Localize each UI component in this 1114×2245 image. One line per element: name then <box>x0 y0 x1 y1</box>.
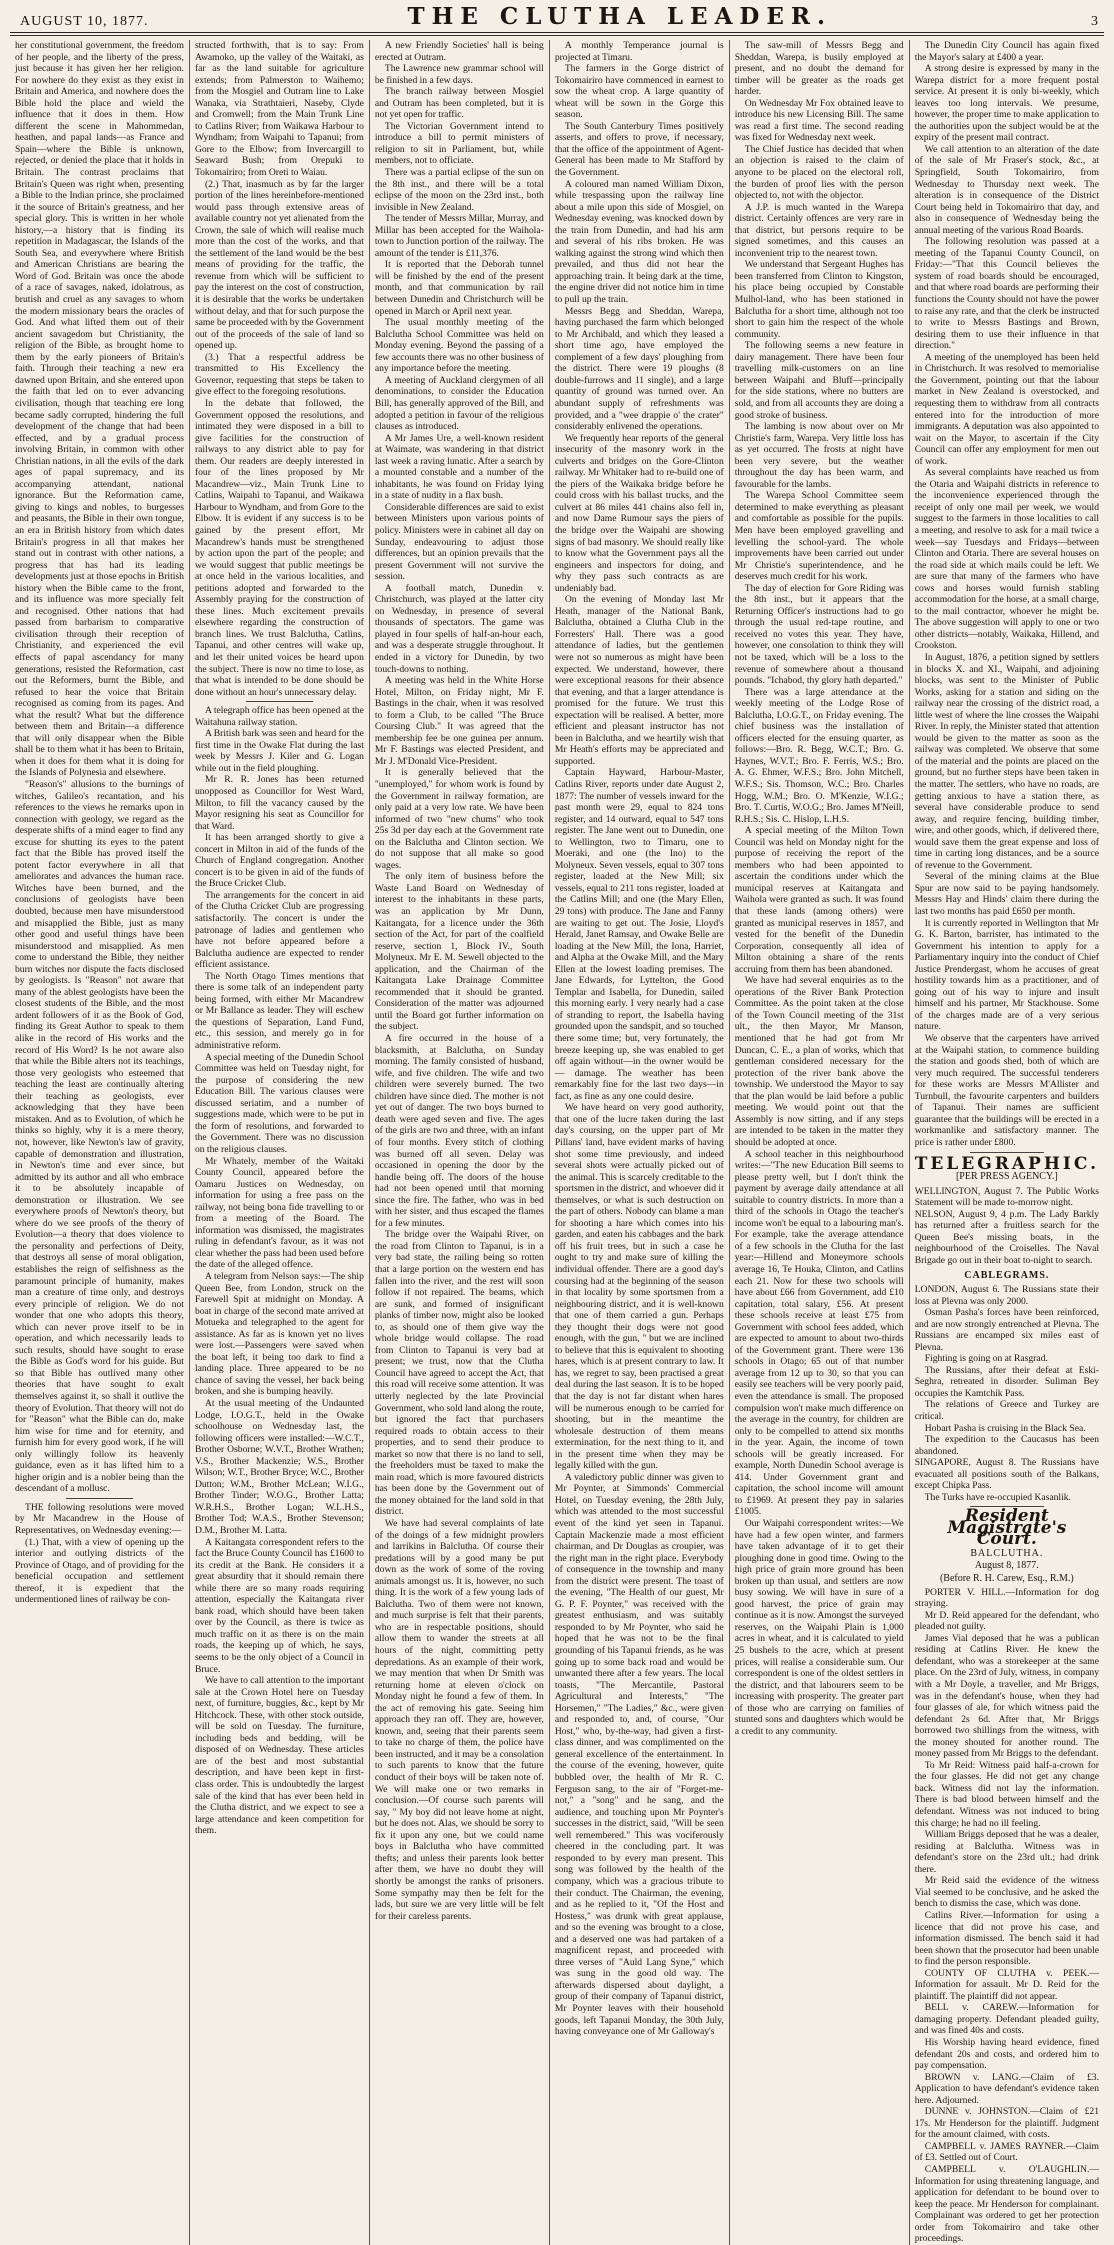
news-item: Mr Whately, member of the Waitaki County Council, appeared before the Oamaru Justices on Wednesday, on information for using a free pass on the railway, not being bona fide travelling to or from a meeting of the Board. The information was dismissed, the magistrates ruling in defendant's favour, as it was not clear whether the pass had been used before the date of the alleged offence. <box>194 1155 364 1271</box>
news-item: It is currently reported in Wellington that Mr G. K. Barton, barrister, has intimated to the Government his intention to apply for a Parliamentary inquiry into the conduct of Chief Justice Prendergast, whom he accuses of great hostility towards him as a practitioner, and of going out of his way to injure and insult himself and his partner, Mr Stackhouse. Some of the charges made are of a very serious nature. <box>914 917 1099 1033</box>
news-item: On the evening of Monday last Mr Heath, manager of the National Bank, Balclutha, obtained a Clutha Club in the Forresters' Hall. There was a good attendance of ladies, but the gentlemen were not so numerous as might have been expected. We understand, however, there were exceptional reasons for their absence that evening, and that a larger attendance is promised for the future. We trust this expectation will be realised. A better, more efficient and pleasant instructor has not been in Balclutha, and we heartily wish that Mr Heath's efforts may be appreciated and supported. <box>554 594 724 767</box>
column-5 <box>730 40 910 2245</box>
news-item: A new Friendly Societies' hall is being erected at Outram. <box>374 40 544 63</box>
news-item: We call attention to an alteration of the date of the sale of Mr Fraser's stock, &c., at Springfield, South Tokomairiro, from Wednesday to Thursday next week. The alteration is in consequence of the District Court being held in Tokomairiro that day, and also in consequence of Wednesday being the annual meeting of the various Road Boards. <box>914 143 1099 236</box>
article-paragraph: In the debate that followed, the Government opposed the resolutions, and intimated they were disposed in a bill to give facilities for the construction of railways to any district able to pay for them. Our readers are deeply interested in four of the lines proposed by Mr Macandrew—viz., Main Trunk Line to Catlins, Waipahi to Tapanui, and Waikawa Harbour to Wyndham, and from Gore to the Elbow. It is evident if any success is to be gained by the present effort, Mr Macandrew's hands must be strengthened by action upon the part of the people; and we would suggest that public meetings be at once held in the various localities, and petitions adopted and forwarded to the Assembly praying for the construction of these lines. Much excitement prevails elsewhere regarding the construction of branch lines. We trust Balclutha, Catlins, Tapanui, and other centres will wake up, and let their united voices be heard upon the subject. There is now no time to lose, as that what is intended to be done should be done without an hour's unnecessary delay. <box>194 397 364 698</box>
news-item: The branch railway between Mosgiel and Outram has been completed, but it is not yet open for traffic. <box>374 86 544 121</box>
news-item: There was a large attendance at the weekly meeting of the Lodge Rose of Balclutha, I.O.G.T., on Friday evening. The chief business was the installation of officers elected for the ensuing quarter, as follows:—Bro. R. Begg, W.C.T.; Bro. G. Haynes, W.V.T.; Bro. F. Ferris, W.S.; Bro. A. G. Ehmer, W.F.S.; Bro. John Mitchell, W.F.S.; Sis. Thomson, W.C.; Bro. Charles Hogg, W.M.; Bro. O. M'Kenzie, W.I.G.; Bro. T. Curtis, W.O.G.; Bro. James M'Neill, R.H.S.; Sis. C. Hislop, L.H.S. <box>734 686 904 825</box>
news-item: A meeting of the unemployed has been held in Christchurch. It was resolved to memorialise the Government, pointing out that the labour market in New Zealand is overstocked, and requesting them to withdraw from all contracts entered into for the introduction of more immigrants. A deputation was also appointed to wait on the Mayor, to ascertain if the City Council can offer any employment for men out of work. <box>914 351 1099 467</box>
news-item: A school teacher in this neighbourhood writes:—"The new Education Bill seems to please pretty well, but I don't think the payment by average daily attendance at all suitable to country districts. In more than a third of the schools in Otago the teacher's income won't be equal to a labouring man's. For example, take the average attendance of a few schools in the Clutha for the last year:—Hillend and Moneymore schools average 16, Te Houka, Clinton, and Catlins each 21. Now for these two schools will have about £66 from Government, add £10 capitation, total salary, £56. At present these schools receive at least £75 from Government with school fees added, which are expected to amount to about two-thirds of the Government grant. There were 136 schools in Otago; 65 out of that number average from 12 up to 30, so that you can easily see teachers will be very poorly paid, even the attendance is small. The proposed compulsion won't make much difference on the average in the country, for children are only to be compelled to attend six months in the year. Again, the income of town schools will be greatly increased. For example, North Dunedin School average is 414. Under Government grant and capitation, the school income will amount to £1969. At present they pay in salaries £1005. <box>734 1148 904 1518</box>
column-4 <box>550 40 730 2245</box>
news-item: It has been arranged shortly to give a concert in Milton in aid of the funds of the Church of England congregation. Another concert is to be given in aid of the funds of the Bruce Cricket Club. <box>194 832 364 890</box>
court-date: August 8, 1877. <box>974 1559 1039 1571</box>
news-item: A meeting was held in the White Horse Hotel, Milton, on Friday night, Mr F. Bastings in the chair, when it was resolved to form a Club, to be called "The Bruce Coursing Club." It was agreed that the membership fee be one guinea per annum. Mr F. Bastings was elected President, and Mr J. M'Donald Vice-President. <box>374 675 544 767</box>
cablegram-item: LONDON, August 6. The Russians state their loss at Plevna was only 2000. <box>914 1283 1099 1307</box>
news-item: We observe that the carpenters have arrived at the Waipahi station, to commence building the station and goods shed, both of which are very much required. The successful tenderers for these works are Messrs M'Allister and Turnbull, the favourite carpenters and builders of Tapanui. Their names are sufficient guarantee that the buildings will be erected in a workmanlike and satisfactory manner. The price is rather under £800. <box>914 1033 1099 1148</box>
cablegram-item: The Turks have re-occupied Kasanlik. <box>924 1491 1071 1503</box>
news-item: The arrangements for the concert in aid of the Clutha Cricket Club are progressing satisfactorily. The concert is under the patronage of ladies and gentlemen who have not before appeared before a Balclutha audience are expected to render efficient assistance. <box>194 889 364 971</box>
cablegram-item: The relations of Greece and Turkey are critical. <box>914 1399 1099 1422</box>
news-item: A strong desire is expressed by many in the Warepa district for a more frequent postal service. At present it is only bi-weekly, which leaves too long intervals. We presume, however, the proper time to make application to the authorities upon the subject would be at the expiry of the present mail contract. <box>914 63 1099 144</box>
cablegram-item: The expedition to the Caucasus has been abandoned. <box>914 1434 1099 1457</box>
news-item: The day of election for Gore Riding was the 8th inst., but it appears that the Returning Officer's instructions had to go through the usual red-tape routine, and received no votes this year. They have, however, one consolation to think they will not be taxed, which will be a loss to the revenue of somewhere about a thousand pounds. "Ichabod, thy glory hath departed." <box>734 582 904 687</box>
cablegram-item: Fighting is going on at Rasgrad. <box>924 1353 1048 1365</box>
news-item: We have to call attention to the important sale at the Crown Hotel here on Tuesday next, of furniture, buggies, &c., kept by Mr Hitchcock. These, with other stock outside, will be sold on Tuesday. The furniture, including beds and bedding, will be disposed of on Wednesday. These articles are of the best and most substantial description, and have been kept in first-class order. This is undoubtedly the largest sale of the kind that has ever been held in the Clutha district, and we expect to see a large attendance and keen competition for them. <box>194 1675 364 1837</box>
column-6 <box>910 40 1104 2245</box>
masthead-rule <box>10 35 1104 36</box>
news-item: The Dunedin City Council has again fixed the Mayor's salary at £400 a year. <box>914 40 1099 63</box>
news-item: Our Waipahi correspondent writes:—We have had a few open winter, and farmers have taken advantage of it to get their ploughing done in good time. Owing to the high price of grain more ground has been broken up than usual, and settlers are now busy sowing. We will have in sure of a good harvest, the price of grain may continue as it is now. Amongst the surveyed reserves, on the Waipahi Plain is 1,000 acres in wheat, and it is calculated to yield 25 bushels to the acre, which at present prices, will realise a considerable sum. Our correspondent is one of the oldest settlers in the district, and that labourers seem to be increasing with prosperity. The greater part of those who are carrying on families of stunted sons and daughters which would be a credit to any community. <box>734 1518 904 1737</box>
court-item: Mr Reid said the evidence of the witness Vial seemed to be conclusive, and he asked the bench to dismiss the case, which was done. <box>914 1875 1099 1910</box>
news-item: The Lawrence new grammar school will be finished in a few days. <box>374 63 544 86</box>
news-item: Captain Hayward, Harbour-Master, Catlins River, reports under date August 2, 1877: The number of vessels inward for the past month were 29, equal to 824 tons register, and 14 outward, equal to 547 tons register. The Jane went out to Dunedin, one to Wellington, two to Timaru, one to Moeraki, and one (the Ino) to the Molyneux. Seven vessels, equal to 307 tons register, loaded at the New Mill; six vessels, equal to 211 tons register, loaded at the Catlins Mill; and one (the Mary Ellen, 29 tons) with produce. The Jane and Fanny are waiting to get out. The Josie, Lloyd's Herald, Janet Ramsay, and Owake Belle are loading at the New Mill, the Iona, Harriet, and Alpha at the Owake Mill, and the Mary Ellen at the lowest loading premises. The Jane Edwards, for Lyttelton, the Good Templar and Isabella, for Dunedin, sailed this morning early. I very nearly had a case of stranding to report, the Isabella having grounded upon the sandspit, and so touched there some time; but, very fortunately, the breeze keeping up, she was enabled to get off again without—in the owner would be — damage. The weather has been remarkably fine for the last two days—in fact, as fine as any one could desire. <box>554 767 724 1102</box>
news-item: The Victorian Government intend to introduce a bill to permit ministers of religion to sit in Parliament, but, while members, not to officiate. <box>374 120 544 167</box>
masthead <box>10 3 1104 33</box>
news-item: The only item of business before the Waste Land Board on Wednesday of interest to the inhabitants in these parts, was an application by Mr Dunn, Kaitangata, for a licence under the 36th section of the Act, for part of the coalfield reserve, section 1, Block IV., South Molyneux. Mr E. M. Sewell objected to the application, and the Chairman of the Kaitangata Lake Drainage Committee recommended that it should be granted. Consideration of the matter was adjourned until the Board got further information on the subject. <box>374 871 544 1033</box>
cablegram-item: The Russians, after their defeat at Eski-Seghra, retreated in disorder. Suliman Bey occupies the Kamtchik Pass. <box>914 1364 1099 1399</box>
column-divider <box>246 701 314 702</box>
column-3 <box>370 40 550 2245</box>
article-paragraph: (2.) That, inasmuch as by far the larger portion of the lines hereinbefore-mentioned would pass through extensive areas of available country not yet alienated from the Crown, the sale of which will realise much more than the cost of the works, and that the settlement of the land would be the best means of providing for the traffic, the revenue from which will be sufficient to pay the interest on the cost of construction, it is desirable that the works be undertaken without delay, and that for such purpose the same be proceeded with by the Government out of the proceeds of the sale of land so opened up. <box>194 178 364 352</box>
news-item: The North Otago Times mentions that there is some talk of an independent party being formed, with either Mr Macandrew or Mr Ballance as leader. They will eschew the questions of Separation, Land Fund, etc., this session, and merely go in for administrative reform. <box>194 970 364 1052</box>
news-item: The farmers in the Gorge district of Tokomairiro have commenced in earnest to sow the wheat crop. A large quantity of wheat will be sown in the Gorge this season. <box>554 63 724 121</box>
telegram-item: NELSON, August 9, 4 p.m. The Lady Barkly has returned after a fruitless search for the Queen Bee's missing boats, in the neighbourhood of the Croiselles. The Naval Brigade go out in their boat to-night to search. <box>914 1208 1099 1266</box>
news-item: The following resolution was passed at a meeting of the Tapanui County Council, on Friday:—"That this Council believes the system of road boards should be encouraged, and that where road boards are performing their functions the County should not have the power to raise any rate, and that the clerk be instructed to write to Messrs Bastings and Brown, desiring them to use their influence in that direction." <box>914 236 1099 352</box>
newspaper-title: THE CLUTHA LEADER. <box>407 3 833 30</box>
news-item: A monthly Temperance journal is projected at Timaru. <box>554 40 724 63</box>
court-item: CAMPBELL v. O'LAUGHLIN.—Information for using threatening language, and application for defendant to be bound over to keep the peace. Mr Henderson for complainant. Complainant was ordered to get her protection order from Tokomairiro and take other proceedings. <box>914 2163 1099 2245</box>
court-item: To Mr Reid: Witness paid half-a-crown for the four glasses. He did not get any change back. Witness did not lay the information. There is bad blood between himself and the defendant. Witness was not induced to bring this charge; he had no ill feeling. <box>914 1759 1099 1829</box>
news-item: A fire occurred in the house of a blacksmith, at Balclutha, on Sunday morning. The family consisted of husband, wife, and five children. The wife and two children were severely burned. The two children have since died. The mother is not yet out of danger. The two boys burned to death were aged seven and five. The ages of the girls are two and three, with an infant of four months. Every stitch of clothing was burned off all seven. Delay was occasioned in opening the door by the handle being off. The doors of the house had not been opened until that morning since the fire. The father, who was in bed with her sister, and thus escaped the flames for a few minutes. <box>374 1033 544 1229</box>
news-item: The Chief Justice has decided that when an objection is raised to the claim of anyone to be placed on the electoral roll, the burden of proof lies with the person objected to, not with the objector. <box>734 143 904 202</box>
court-item: Catlins River.—Information for using a licence that did not prove his case, and information dismissed. The bench said it had been shown that the prosecutor had been unable to find the person responsible. <box>914 1909 1099 1968</box>
article-paragraph: her constitutional government, the freedom of her people, and the liberty of the press, just because it has given her her religion. For nowhere do they exist as they exist in Britain and America, and nowhere does the Bible hold the place and wield the influence that it does in them. How different the scene in Mahommedan, heathen, and papal lands—as France and Spain—where the Bible is unknown, rejected, or denied the place that it holds in Britain. The contrast proclaims that Britain's Queen was right when, presenting a Bible to the Indian prince, she proclaimed it the source of Britain's greatness, and her special glory. This is written in her whole history,—a history that is finding its repetition in Madagascar, the Islands of the South Sea, and everywhere where British and American Christians are bearing the Word of God. Britain was once the abode of a race of savages, naked, idolatrous, as brutish and cruel as any savages to whom the modern missionary bears the oracles of God. And what lifted them out of their ancient savagedom but Christianity, the religion of the Bible, as brought home to them by the early pioneers of Britain's faith. Through their teaching a new era dawned upon Britain, and she entered upon the faith that led on to ever advancing civilisation, though that teaching ere long became sadly corrupted, hindering the full development of the change that had been effected, and by a gradual process involving Britain, in common with other Christian nations, in all the evils of the dark ages of papal supremacy, and its accompanying attendant, national ignorance. But the Reformation came, giving to kings and nobles, to burgesses and peasants, the Bible in their own tongue, an era in British history from which dates Britain's progress in all that makes her stand out in contrast with other nations, a progress that has had its leading developments just at those epochs in British history when the Bible came to the front, and its influence was more specially felt and recognised. Other nations that had passed from barbarism to comparative civilisation through their reception of Christianity, and experienced the evil effects of papal ascendancy for many generations, resisted the Reformation, cast out the Reformers, burnt the Bible, and refused to hear the voice that Britain recognised as coming from its pages. And what the result? What but the difference between them and Britain—a difference that will only disappear when the Bible shall be to them what it has been to Britain, when it does for them what it is doing for the Islands of Polynesia and elsewhere. <box>15 40 184 779</box>
news-item: The following seems a new feature in dairy management. There have been four travelling milk-customers on an line between Waipahi and Bluff—principally for the side stations, where no butters are sold, and from all accounts they are doing a good stroke of business. <box>734 340 904 421</box>
news-item: A British bark was seen and heard for the first time in the Owake Flat during the last week by Messrs J. Kiler and G. Logan while out in the field ploughing. <box>194 728 364 774</box>
article-paragraph: (3.) That a respectful address be transmitted to His Excellency the Governor, requesting that steps be taken to give effect to the foregoing resolutions. <box>194 351 364 398</box>
news-item: Considerable differences are said to exist between Ministers upon various points of policy. Ministers were in cabinet all day on Sunday, endeavouring to adjust those differences, but an opinion prevails that the present Government will not survive the session. <box>374 501 544 583</box>
telegraphic-heading: TELEGRAPHIC. <box>914 1153 1099 1174</box>
news-item: It is reported that the Deborah tunnel will be finished by the end of the present month, and that communication by rail between Dunedin and Christchurch will be opened in March or April next year. <box>374 259 544 317</box>
issue-date: AUGUST 10, 1877. <box>20 14 149 29</box>
cablegram-item: Osman Pasha's forces have been reinforced, and are now strongly entrenched at Plevna. The Russians are encamped six miles east of Plevna. <box>914 1307 1099 1353</box>
news-item: We understand that Sergeant Hughes has been transferred from Clinton to Kingston, his place being occupied by Constable Mulhol-land, who has been stationed in Balclutha for a short time, although not too short to gain him the respect of the whole community. <box>734 259 904 340</box>
court-item: DUNNE v. JOHNSTON.—Claim of £21 17s. Mr Henderson for the plaintiff. Judgment for the amount claimed, with costs. <box>914 2106 1099 2141</box>
cablegram-item: Hobart Pasha is cruising in the Black Sea. <box>924 1422 1086 1434</box>
column-2 <box>190 40 370 2245</box>
court-item: His Worship having heard evidence, fined defendant 20s and costs, and ordered him to pay compensation. <box>914 2036 1099 2072</box>
cablegrams-heading: CABLEGRAMS. <box>964 1270 1050 1282</box>
news-item: On Wednesday Mr Fox obtained leave to introduce his new Licensing Bill. The same was read a first time. The second reading was fixed for Wednesday next week. <box>734 97 904 144</box>
news-item: We frequently hear reports of the general insecurity of the masonry work in the culverts and bridges on the Gore-Clinton railway. Mr Whitaker had to re-build one of the piers of the Waikaka bridge before he could cross with his ballast trucks, and the culvert at 86 miles 441 chains also fell in, and now Dame Rumour says the piers of the bridge over the Waipahi are showing signs of bad masonry. We should really like to know what the Government pays all the engineers and inspectors for doing, and why they pass such contracts as are undeniably bad. <box>554 432 724 594</box>
article-paragraph: (1.) That, with a view of opening up the interior and outlying districts of the Province of Otago, and of providing for the beneficial occupation and settlement thereof, it is expedient that the undermentioned lines of railway be con- <box>15 1536 184 1606</box>
section-divider <box>970 1152 1044 1153</box>
news-item: The saw-mill of Messrs Begg and Sheddan, Warepa, is busily employed at present, and no doubt the demand for timber will be greater as the roads get harder. <box>734 40 904 98</box>
column-1 <box>10 40 190 2245</box>
article-paragraph: "Reason's" allusions to the burnings of witches, Galileo's recantation, and his references to the views he remarks upon in connection with geology, we regard as the desperate shifts of a mind eager to find any excuse for shutting its eyes to the patent fact that the Bible has proved itself the potent factor everywhere in all that ameliorates and advances the human race. Witches have been burned, and the conclusions of geologists have been doubted, because men have misunderstood and misapplied the Bible, just as many other good and useful things have been misunderstood and misapplied. As men come to understand the Bible, they neither burn witches nor dispute the facts disclosed by geologists. Is "Reason" not aware that many of the ablest geologists have been the closest students of the Bible, and the most ardent followers of it as the Book of God, finding its Great Author to speak to them alike in the record of His works and the record of His Word? Is he not aware also that while the Bible alters not its teachings, those very geologists who esteemed that teaching the least are continually altering their teaching as geologists, ever acknowledging that they have been mistaken. And as to Evolution, of which he thinks so highly, why it is a mere theory, not, however, like Newton's law of gravity, capable of demonstration and illustration, in Newton's time and ever since, but admitted by its author and all who embrace it to be absolutely incapable of demonstration or illustration. We see everywhere proofs of Newton's theory, but where do we see proofs of the theory of Evolution—a theory that does violence to the personality and perfections of Deity, that destroys all sense of moral obligation, establishes the reign of selfishness as the paramount principle of humanity, makes man a creature of time only, and destroys every principle of religion. We do not wonder that one who adopts this theory, which can never prove itself to be in operation, and which necessarily leads to such results, should have sought to erase the Bible as God's word for his guide. But so that Bible has outlived many other theories that have sought to exalt themselves against it, so shall it outlive the theory of Evolution. That theory will not do for "Reason" what the Bible can do, make him wise for time and for eternity, and furnish him for every good work, if he will only willingly follow its heavenly guidance, even as it has lifted him to a higher origin and is a nobler being than the descendant of a mollusc. <box>15 779 184 1495</box>
court-bench: (Before R. H. Carew, Esq., R.M.) <box>939 1573 1074 1585</box>
court-item: BELL v. CAREW.—Information for damaging property. Defendant pleaded guilty, and was fined 40s and costs. <box>914 2002 1099 2037</box>
news-item: The South Canterbury Times positively asserts, and offers to prove, if necessary, that the office of the appointment of Agent-General has been made to Mr Stafford by the Government. <box>554 120 724 179</box>
news-item: A coloured man named William Dixon, while trespassing upon the railway line about a mile upon this side of Mosgiel, on Wednesday evening, was knocked down by the train from Dunedin, and had his arm and several of his ribs broken. He was walking against the strong wind which then prevailed, and thus did not hear the approaching train. It being dark at the time, the engine driver did not notice him in time to pull up the train. <box>554 178 724 306</box>
news-item: The lambing is now about over on Mr Christie's farm, Warepa. Very little loss has as yet occurred. The frosts at night have been very severe, but the weather throughout the day has been warm, and favourable for the lambs. <box>734 421 904 490</box>
court-item: COUNTY OF CLUTHA v. PEEK.—Information for assault. Mr D. Reid for the plaintiff. The plaintiff did not appear. <box>914 1967 1099 2002</box>
court-heading: Resident Magistrate's Court. <box>947 1506 1067 1550</box>
column-grid <box>10 40 1104 2245</box>
court-item: James Vial deposed that he was a publican residing at Catlins River. He knew the defendant, who was a storekeeper at the same place. On the 23rd of July, witness, in company with a Mr Doyle, a traveller, and Mr Briggs, was in the defendant's house, when they had four glasses of ale, for which witness paid the defendant 2s 6d. After that, Mr Briggs borrowed two shillings from the witness, with the money shouted for another round. The money passed from Mr Briggs to the defendant. <box>914 1632 1099 1760</box>
news-item: A meeting of Auckland clergymen of all denominations, to consider the Education Bill, has generally approved of the Bill, and adopted a petition in favour of the religious clauses as introduced. <box>374 374 544 433</box>
article-paragraph: structed forthwith, that is to say: From Awamoko, up the valley of the Waitaki, as far as the land suitable for agriculture extends; from Palmerston to Waihemo; from the Mosgiel and Outram line to Lake Wanaka, via Strathtaieri, Naseby, Clyde and Cromwell; from the Main Trunk Line to Catlins River; from Waikawa Harbour to Wyndham; from Waipahi to Tapanui; from Gore to the Elbow; from Invercargill to Seaward Bush; from Orepuki to Tokomairiro; from Oreti to Waiau. <box>194 40 364 179</box>
news-item: We have heard on very good authority, that one of the lucre taken during the last day's coursing, on the upper part of Mr Pillans' land, have evident marks of having shot some time previously, and indeed several shots were actually picked out of the animal. This is scarcely creditable to the sportsmen in the district, and whoever did it themselves, or what is such destruction on the part of others. Nobody can blame a man for shooting a hare which comes into his garden, and eaten his cabbages and the bark off his fruit trees, but in such a case he ought to try and make sure of killing the individual offender. There are a good day's coursing had at the beginning of the season in that locality by some sportsmen from a neighbouring district, and it is well-known that one of them carried a gun. Perhaps they thought their dogs were not good enough, with the gun, " but we are inclined to believe that this is equivalent to shooting hares, which is at present contrary to law. It has, we regret to say, been practised a great deal during the last season. It is to be hoped that the day is not far distant when hares will be numerous enough to be carried for shooting, but in the meantime the wholesale destruction of them means extermination, for the next thing to it, and in the present time when they may be legally killed with the gun. <box>554 1102 724 1472</box>
news-item: We have had several complaints of late of the doings of a few midnight prowlers and larrikins in Balclutha. Of course their predations will by a good many be put down as the work of some of the roving animals amongst us. It is, however, no such thing. It is the work of a few young lads of Balclutha. Two of them were not known, and much surprise is felt that their parents, who are in respectable positions, should allow them to wander the streets at all hours of the night, committing petty depredations. As an example of their work, we may mention that when Dr Smith was returning home at eleven o'clock on Monday night he found a few of them. In the act of removing his gate. Seeing him approach they ran off. They are, however, known, and, seeing that their parents seem to take no charge of them, the police have been instructed, and it may be a consolation to such parents to know that the future conduct of their boys will be taken note of. We will make one or two remarks in conclusion.—Of course such parents will say, " My boy did not leave home at night, but he does not. Alas, we should be sorry to fix it upon any one, but we could name boys in Balclutha who have committed thefts; and unless their parents look better after them, we have no doubt they will shortly be amongst the ranks of prisoners. Some sympathy may then be felt for the lads, but sure we are very little will be felt for their careless parents. <box>374 1518 544 1922</box>
press-agency-label: [PER PRESS AGENCY.] <box>955 1171 1058 1183</box>
news-item: As several complaints have reached us from the Otaria and Waipahi districts in reference to the inconvenience experienced through the receipt of only one mail per week, we would suggest to the farmers in those localities to call a meeting, and resolve to ask for a mail twice a week—say Tuesdays and Fridays—between Clinton and Otaria. There are several houses on the road side at which mails could be left. We are sure that many of the farmers who have cows and horses would furnish stabling accommodation for the horse, at a small charge, to the mail contractor, whoever he might be. The above suggestion will apply to one or two other districts—notably, Waikaka, Hillend, and Crookston. <box>914 467 1099 652</box>
news-item: Messrs Begg and Sheddan, Warepa, having purchased the farm which belonged to Mr Archibald, and which they leased a short time ago, have employed the complement of a few days' ploughing from the district. There were 19 ploughs (8 double-furrows and 11 single), and a large quantity of ground was turned over. An abundant supply of refreshments was provided, and a "wee drappie o' the crater" considerably enlivened the operations. <box>554 305 724 433</box>
cablegram-item: SINGAPORE, August 8. The Russians have evacuated all positions south of the Balkans, except Chipka Pass. <box>914 1457 1099 1492</box>
page-number: 3 <box>1090 14 1098 29</box>
news-item: A telegram from Nelson says:—The ship Queen Bee, from London, struck on the Farewell Spit at midnight on Monday. A boat in charge of the second mate arrived at Motueka and telegraphed to the agent for assistance. As far as is known yet no lives were lost.—Passengers were saved when the boat left, it being too dark to find a landing place. Three appeared to be no chance of saving the vessel, her back being broken, and she is bumping heavily. <box>194 1270 364 1398</box>
news-item: It is generally believed that the "unemployed," for whom work is found by the Government in railway formation, are only paid at a very low rate. We have been informed of two "new chums" who took 25s 3d per day each at the Government rate on the Balclutha and Clinton section. We do not suppose that all make so good wages. <box>374 767 544 871</box>
news-item: There was a partial eclipse of the sun on the 8th inst., and there will be a total eclipse of the moon on the 23rd inst., both invisible in New Zealand. <box>374 167 544 213</box>
news-item: A J.P. is much wanted in the Warepa district. Certainly offences are very rare in that district, but persons require to be signed sometimes, and this causes an inconvenient trip to the nearest town. <box>734 201 904 259</box>
court-item: BROWN v. LANG.—Claim of £3. Application to have defendant's evidence taken here. Adjourned. <box>914 2071 1099 2106</box>
news-item: A valedictory public dinner was given to Mr Poynter, at Simmonds' Commercial Hotel, on Tuesday evening, the 28th July, which was attended to the most successful event of the kind yet seen in Tapanui. Captain Mackenzie made a most efficient chairman, and Dr Douglas as croupier, was the right man in the right place. Everybody of consequence in the township and many from the district were present. The toast of the evening, "The Health of our guest, Mr G. P. F. Poynter," was received with the greatest enthusiasm, and was suitably responded to by Mr Poynter, who said he hoped that he was not to be the final grounding of his Tapanui friends, as he was going up to some back road and would be unwanted there after a few years. The local toasts, "The Mercantile, Pastoral Agricultural and Interests," "The Horsemen," "The Ladies," &c., were given and responded to, and, of course, "Our Host," who, by-the-way, had given a first-class dinner, and was complimented on the general excellence of the entertainment. In the course of the evening, however, quite bubbled over, the health of Mr R. C. Ferguson sang, to the air of "Forget-me-not," a "song" and he sang, and the audience, and touching upon Mr Poynter's successes in the district, said, "Will be seen well remembered." This was vociferously cheered in the concluding part. It was responded to by every man present. This song was followed by the health of the company, which was a gracious tribute to their conduct. The Chairman, the evening, and as he replied to it, "Of the Host and Hostess," was drunk with great applause, and so the evening was brought to a close, and a deserved one was had partaken of a magnificent repast, and proceeded with three verses of "Auld Lang Syne," which was sung in the good old way. The afterwards dispersed about daylight, a group of their company of Tapanui district, Mr Poynter leaves with their household goods, left Tapanui Monday, the 30th July, having conveyance one of Mr Galloway's <box>554 1471 724 2038</box>
news-item: In August, 1876, a petition signed by settlers in blocks X. and XI., Waipahi, and adjoining blocks, was sent to the Minister of Public Works, asking for a station and siding on the railway near the crossing of the district road, a little west of where the line crosses the Waipahi River. In reply, the Minister stated that attention would be given to the matter as soon as the railway was completed. We observe that some of the material and the points are placed on the ground, but no further steps have been taken in the matter. The settlers, who have no roads, are getting anxious to have a station there, as several have considerable produce to send away, and require fencing, building timber, wire, and other goods, which, if delivered there, would save them the great expense and loss of time in carting long distances, and be a source of revenue to the Government. <box>914 651 1099 871</box>
news-item: At the usual meeting of the Undaunted Lodge, I.O.G.T., held in the Owake schoolhouse on Wednesday last, the following officers were installed:—W.C.T., Brother Osborne; W.V.T., Brother Wrathen; V.S., Brother Mackenzie; W.S., Brother Wilson; W.T., Brother Bryce; W.C., Brother Dutton; W.M., Brother McLean; W.I.G., Brother Tinder; W.O.G., Brother Latta; W.R.H.S., Brother Logan; W.L.H.S., Brother Tod; W.A.S., Brother Stevenson; D.M., Brother M. Latta. <box>194 1397 364 1536</box>
court-item: Mr D. Reid appeared for the defendant, who pleaded not guilty. <box>914 1609 1099 1633</box>
news-item: The Warepa School Committee seem determined to make everything as pleasant and comfortable as possible for the pupils. Men have been employed gravelling and levelling the school-yard. The whole improvements have been carried out under Mr Christie's superintendence, and he deserves much credit for his work. <box>734 490 904 583</box>
court-location: BALCLUTHA. <box>970 1548 1044 1559</box>
news-item: A Mr James Ure, a well-known resident at Waimate, was wandering in that district last week a raving lunatic. After a search by a mounted constable and a number of the inhabitants, he was found on Friday lying in a state of nudity in a flax bush. <box>374 432 544 502</box>
news-item: Mr R. R. Jones has been returned unopposed as Councillor for West Ward, Milton, to fill the vacancy caused by the Mayor resigning his seat as Councillor for that Ward. <box>194 774 364 832</box>
court-item: PORTER V. HILL.—Information for dog straying. <box>914 1586 1099 1610</box>
news-item: We have had several enquiries as to the operations of the River Bank Protection Committee. As the point taken at the close of the Town Council meeting of the 31st ult., the then Mayor, Mr Manson, mentioned that he had got from Mr Duncan, C. E., a plan of works, which that gentleman considered necessary for the protection of the river bank above the township. We understood the Mayor to say that the plan would be laid before a public meeting. We would point out that the Assembly is now sitting, and if any steps are intended to be taken in the matter they should be adopted at once. <box>734 975 904 1148</box>
news-item: A telegraph office has been opened at the Waitahuna railway station. <box>194 705 364 728</box>
news-item: Several of the mining claims at the Blue Spur are now said to be paying handsomely. Messrs Hay and Hinds' claim there during the last two months has paid £650 per month. <box>914 871 1099 918</box>
column-divider <box>66 1498 134 1499</box>
court-item: CAMPBELL v. JAMES RAYNER.—Claim of £3. Settled out of Court. <box>914 2140 1099 2164</box>
court-item: William Briggs deposed that he was a dealer, residing at Balclutha. Witness was in defendant's store on the 23rd ult.; had drink there. <box>914 1829 1099 1875</box>
news-item: The tender of Messrs Millar, Murray, and Millar has been accepted for the Waihola-town to Junction portion of the railway. The amount of the tender is £11,376. <box>374 213 544 259</box>
news-item: A special meeting of the Milton Town Council was held on Monday night for the purpose of receiving the report of the members who had been appointed to ascertain the conditions under which the municipal reserves at Kaitangata and Waihola were granted as such. It was found that these lands (among others) were granted as municipal reserves in 1857, and vested for the benefit of the Dunedin Corporation, consequently all idea of Milton obtaining a share of the rents accruing from them has been abandoned. <box>734 825 904 975</box>
article-paragraph: THE following resolutions were moved by Mr Macandrew in the House of Representatives, on Wednesday evening:— <box>15 1501 184 1536</box>
news-item: A football match, Dunedin v. Christchurch, was played at the latter city on Wednesday, in presence of several thousands of spectators. The game was played in four spells of half-an-hour each, and was a desperate struggle throughout. It ended in a victory for Dunedin, by two touch-downs to nothing. <box>374 582 544 675</box>
news-item: A special meeting of the Dunedin School Committee was held on Tuesday night, for the purpose of considering the new Education Bill. The various clauses were discussed seriatim, and a number of suggestions made, which were to be put in the form of resolutions, and forwarded to the Government. There was no discussion on the religious clauses. <box>194 1051 364 1155</box>
news-item: The bridge over the Waipahi River, on the road from Clinton to Tapanui, is in a very bad state, the railing being so rotten that a large portion on the western end has fallen into the river, and the rest will soon follow if not repaired. The beams, which are sunk, and formed of insignificant planks of timber now, might also be looked to, as should one of them give way the whole bridge would collapse. The road from Clinton to Tapanui is very bad at present; we trust, now that the Clutha Council have agreed to accept the Act, that this road will receive some attention. It was utterly neglected by the late Provincial Government, who sold land along the route, but ignored the fact that purchasers required roads to obtain access to their properties, and to send their produce to market so now that there is no land to sell, the freeholders must be taxed to make the main road, which is more favoured districts has been done by the Government out of the money obtained for the land sold in that district. <box>374 1229 544 1518</box>
news-item: A Kaitangata correspondent refers to the fact the Bruce County Council has £1600 to its credit at the Bank. He considers it a great absurdity that it should remain there while there are so many roads requiring attention, especially the Kaitangata river bank road, which should have been taken over by the Council, as there is twice as much traffic on it as there is on the main roads, the keeping up of which, he says, seems to be the only object of a Council in Bruce. <box>194 1536 364 1675</box>
news-item: The usual monthly meeting of the Balclutha School Committee was held on Monday evening. Beyond the passing of a few accounts there was no other business of any importance before the meeting. <box>374 317 544 375</box>
telegram-item: WELLINGTON, August 7. The Public Works Statement will be made to-morrow night. <box>914 1185 1099 1209</box>
